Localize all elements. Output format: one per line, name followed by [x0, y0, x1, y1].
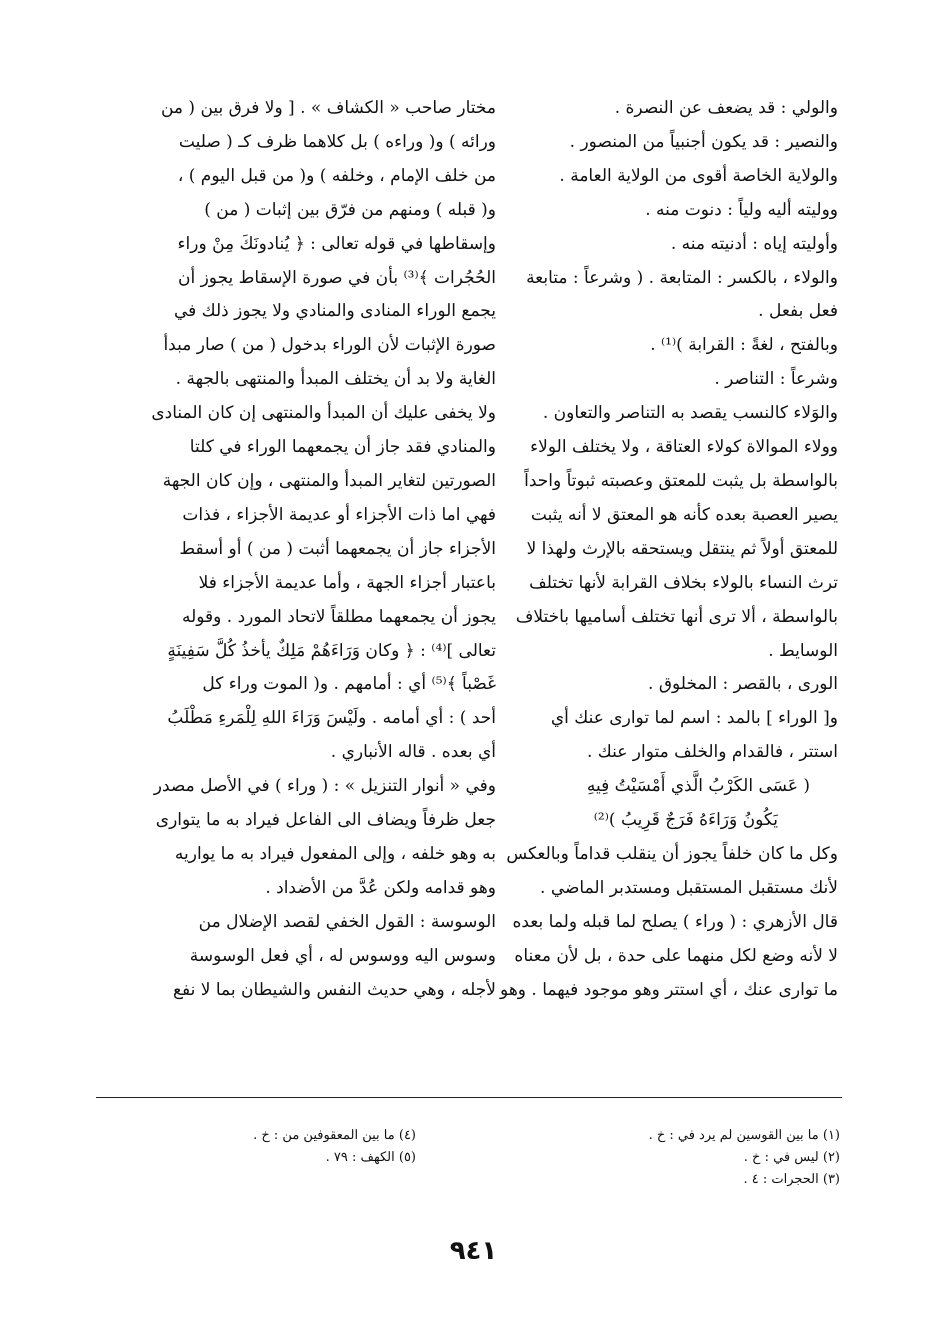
footnote-divider — [96, 1097, 842, 1098]
text-line: أحد ) : أي أمامه . ولَيْسَ وَرَاءَ اللهِ لِلْمَرءِ مَطْلَبُ — [167, 708, 496, 729]
text-line: والمنادي فقد جاز أن يجمعهما الوراء في كلتا — [189, 437, 496, 458]
text-line: به وهو خلفه ، وإلى المفعول فيراد به ما يواريه — [174, 843, 496, 864]
text-line: والولاء ، بالكسر : المتابعة . ( وشرعاً : متابعة — [526, 267, 838, 288]
text-line: وسوس اليه ووسوس له ، أي فعل الوسوسة — [189, 945, 496, 966]
footnote: (١) ما بين القوسين لم يرد في : خ . — [648, 1128, 840, 1143]
text-line: استتر ، فالقدام والخلف متوار عنك . — [586, 742, 838, 763]
text-line: للمعتق أولاً ثم ينتقل ويستحقه بالإرث ولهذا لا — [526, 538, 838, 559]
footnote: (٢) ليس في : خ . — [743, 1150, 840, 1165]
text-line: لأجله ، وهي حديث النفس والشيطان بما لا نفع — [173, 979, 496, 1000]
poem-line: يَكُونُ وَرَاءَهُ فَرَجٌ قَرِيبُ )⁽²⁾ — [593, 810, 778, 831]
text-line: من خلف الإمام ، وخلفه ) و( من قبل اليوم ) ، — [177, 165, 496, 186]
text-line: وشرعاً : التناصر . — [714, 369, 838, 390]
footnote: (٣) الحجرات : ٤ . — [743, 1172, 840, 1187]
right-text-column — [438, 92, 838, 1007]
text-line: الورى ، بالقصر : المخلوق . — [648, 674, 838, 695]
text-line: وفي « أنوار التنزيل » : ( وراء ) في الأصل مصدر — [153, 776, 496, 797]
text-line: الأجزاء جاز أن يجمعهما أثبت ( من ) أو أسقط — [179, 538, 496, 559]
text-line: وإسقاطها في قوله تعالى : ﴿ يُنادونَكَ مِنْ وراء — [177, 233, 496, 254]
text-line: يجوز أن يجمعهما مطلقاً لاتحاد المورد . وقوله — [181, 606, 496, 627]
text-line: وأوليته إياه : أدنيته منه . — [670, 233, 838, 254]
footnote: (٥) الكهف : ٧٩ . — [325, 1150, 416, 1165]
text-line: والنصير : قد يكون أجنبياً من المنصور . — [569, 131, 838, 152]
text-line: فعل بفعل . — [758, 301, 838, 322]
text-line: جعل ظرفاً ويضاف الى الفاعل فيراد به ما يتوارى — [155, 810, 496, 831]
text-line: ولا يخفى عليك أن المبدأ والمنتهى إن كان المنادى — [151, 403, 496, 424]
text-line: الغاية ولا بد أن يختلف المبدأ والمنتهى بالجهة . — [175, 369, 496, 390]
text-line: بالواسطة بل يثبت للمعتق وعصبته ثبوتاً واحداً — [524, 470, 838, 491]
text-line: غَصْباً ﴾⁽⁵⁾ أي : أمامهم . و( الموت وراء كل — [202, 674, 496, 695]
text-line: والولي : قد يضعف عن النصرة . — [614, 98, 838, 118]
text-line: ترث النساء بالولاء بخلاف القرابة لأنها تختلف — [529, 572, 838, 593]
text-line: الصورتين لتغاير المبدأ والمنتهى ، وإن كان الجهة — [162, 470, 496, 491]
text-line: وولاء الموالاة كولاء العتاقة ، ولا يختلف الولاء — [530, 437, 838, 458]
footnotes-right — [560, 1125, 840, 1191]
text-line: ما توارى عنك ، أي استتر وهو موجود فيهما . وهو — [500, 979, 838, 1000]
text-line: أي بعده . قاله الأنباري . — [330, 742, 496, 763]
text-line: وكل ما كان خلفاً يجوز أن ينقلب قداماً وبالعكس — [506, 843, 838, 864]
text-line: تعالى ]⁽⁴⁾ : ﴿ وكان وَرَاءَهُمْ مَلِكٌ يأخذُ كُلَّ سَفِينَةٍ — [167, 640, 496, 661]
page-number: ٩٤١ — [449, 1236, 498, 1266]
text-line: فهي اما ذات الأجزاء أو عديمة الأجزاء ، فذات — [182, 504, 496, 525]
text-line: الوسايط . — [768, 640, 838, 661]
text-line: يصير العصبة بعده كأنه هو المعتق لا أنه يثبت — [530, 504, 838, 525]
text-line: لا لأنه وضع لكل منهما على حدة ، بل لأن معناه — [514, 945, 838, 966]
text-line: وبالفتح ، لغةً : القرابة )⁽¹⁾ . — [650, 335, 838, 356]
footnote: (٤) ما بين المعقوفين من : خ . — [253, 1128, 416, 1143]
text-line: الحُجُرات ﴾⁽³⁾ بأن في صورة الإسقاط يجوز أن — [177, 267, 496, 288]
text-line: والولاية الخاصة أقوى من الولاية العامة . — [559, 165, 838, 186]
footnotes-left — [96, 1125, 416, 1169]
left-text-column — [96, 92, 496, 1007]
text-line: باعتبار أجزاء الجهة ، وأما عديمة الأجزاء فلا — [198, 572, 496, 593]
text-line: مختار صاحب « الكشاف » . [ ولا فرق بين ( من — [160, 98, 496, 118]
text-line: والوَلاء كالنسب يقصد به التناصر والتعاون . — [542, 403, 838, 424]
text-line: و( قبله ) ومنهم من فرّق بين إثبات ( من ) — [204, 199, 496, 220]
text-line: وهو قدامه ولكن عُدَّ من الأضداد . — [265, 877, 496, 898]
poem-line: ( عَسَى الكَرْبُ الَّذي أَمْسَيْتُ فِيهِ — [586, 776, 810, 797]
text-line: ورائه ) و( وراءه ) بل كلاهما ظرف كـ ( صليت — [178, 131, 496, 152]
text-line: قال الأزهري : ( وراء ) يصلح لما قبله ولما بعده — [512, 911, 838, 932]
text-line: صورة الإثبات لأن الوراء بدخول ( من ) صار مبدأ — [163, 335, 496, 356]
text-line: ووليته أليه ولياً : دنوت منه . — [645, 199, 838, 220]
text-line: لأنك مستقبل المستقبل ومستدبر الماضي . — [540, 877, 838, 898]
text-line: و[ الوراء ] بالمد : اسم لما توارى عنك أي — [550, 708, 838, 729]
text-line: الوسوسة : القول الخفي لقصد الإضلال من — [198, 911, 496, 932]
text-line: يجمع الوراء المنادى والمنادي ولا يجوز ذلك في — [173, 301, 496, 322]
text-line: بالواسطة ، ألا ترى أنها تختلف أساميها باختلاف — [515, 606, 838, 627]
